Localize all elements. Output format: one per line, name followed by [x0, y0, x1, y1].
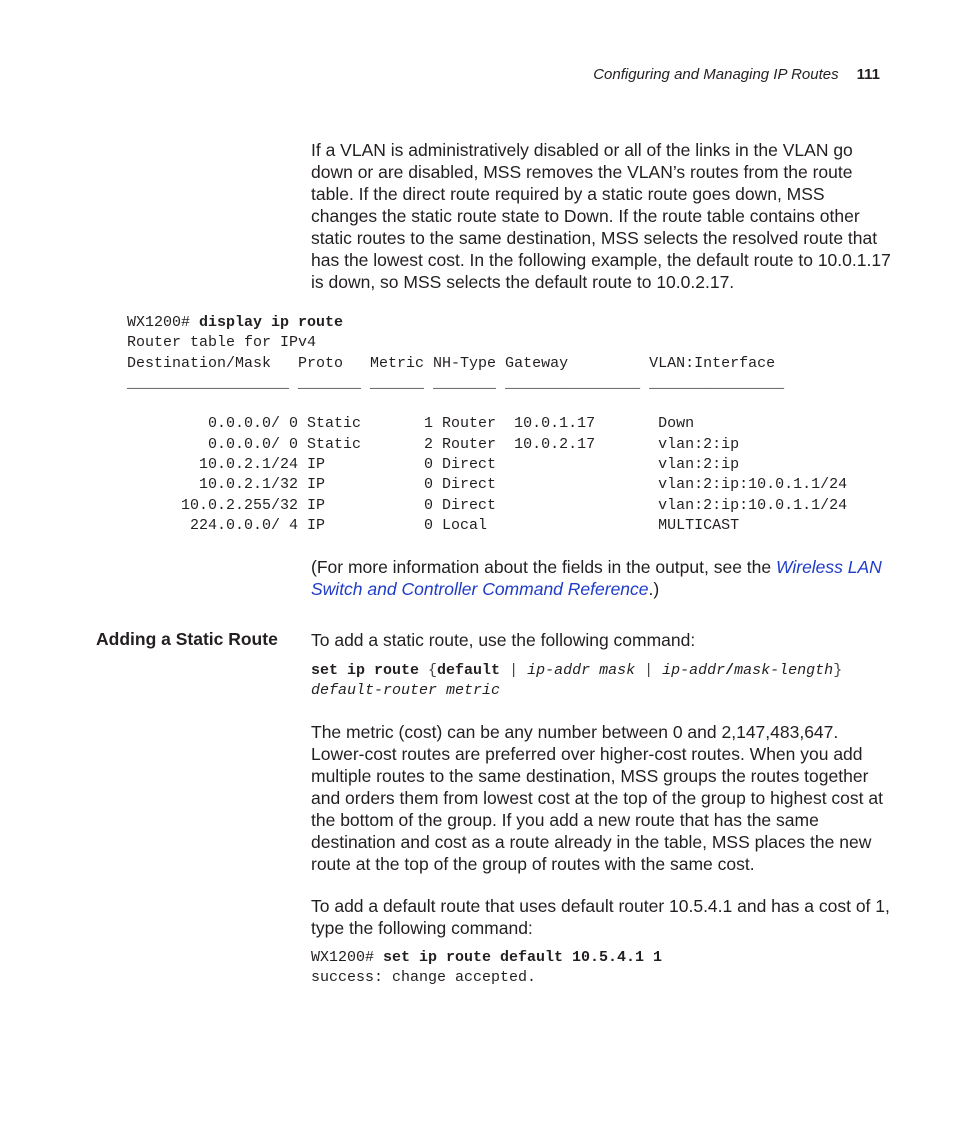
cli-prompt: WX1200# [311, 949, 384, 966]
cli-prompt: WX1200# [127, 314, 200, 331]
syntax-separator: | [500, 662, 528, 679]
command-reference-link[interactable]: Wireless LAN Switch and Controller Command Reference [311, 557, 882, 599]
section-heading: Adding a Static Route [96, 629, 278, 649]
syntax-separator: | [635, 662, 663, 679]
section-intro: To add a static route, use the following command: [311, 630, 696, 650]
syntax-brace-close: } [833, 662, 843, 679]
cli-output: success: change accepted. [311, 969, 537, 987]
more-info-text: (For more information about the fields in the output, see the [311, 557, 776, 577]
syntax-ipaddr: ip-addr [662, 662, 726, 679]
cli-command: set ip route default 10.5.4.1 1 [383, 949, 663, 966]
page-number: 111 [856, 66, 880, 83]
page-header [593, 66, 880, 83]
syntax-slash: / [725, 662, 735, 679]
set-ip-route-example [311, 948, 662, 989]
syntax-ipaddr-mask: ip-addr mask [527, 662, 636, 679]
syntax-brace-open: { [428, 662, 438, 679]
metric-paragraph: The metric (cost) can be any number between 0 and 2,147,483,647. Lower-cost routes are preferred over higher-cost routes. When you add multiple routes to the same destination, MSS groups the routes together and orders them from lowest cost at the top of the group to highest cost at the bottom of the group. If you add a new route that has the same destination and cost as a route already in the table, MSS places the new route at the top of the group of routes with the same cost. [311, 722, 883, 874]
intro-paragraph: If a VLAN is administratively disabled or all of the links in the VLAN go down or are disabled, MSS removes the VLAN’s routes from the route table. If the direct route required by a static route goes down, MSS changes the static route state to Down. If the route table contains other static routes to the same destination, MSS selects the resolved route that has the lowest cost. In the following example, the default route to 10.0.1.17 is down, so MSS selects the default route to 10.0.2.17. [311, 140, 891, 292]
syntax-mask-length: mask-length [734, 662, 834, 679]
syntax-command: set ip route [311, 662, 429, 679]
cli-command: display ip route [199, 314, 344, 331]
route-table-output: Router table for IPv4 Destination/Mask Proto Metric NH-Type Gateway VLAN:Interface __________________ _______ ______ _______ _______________ _______________ 0.0.0.0/ 0 Static 1 Router 10.0.1.17 Down 0.0.0.0/ 0 Static 2 Router 10.0.2.17 vlan:2:ip 10.0.2.1/24 IP 0 Direct vlan:2:ip 10.0.2.1/32 IP 0 Direct vlan:2:ip:10.0.1.1/24 10.0.2.255/32 IP 0 Direct vlan:2:ip:10.0.1.1/24 224.0.0.0/ 4 IP 0 Local MULTICAST [127, 334, 848, 534]
command-syntax [311, 661, 842, 702]
default-route-paragraph: To add a default route that uses default router 10.5.4.1 and has a cost of 1, type the following command: [311, 896, 890, 938]
more-info-paragraph [311, 556, 891, 600]
syntax-default: default [437, 662, 501, 679]
more-info-end: .) [648, 579, 660, 599]
display-ip-route-example [127, 313, 847, 536]
running-header-title: Configuring and Managing IP Routes [593, 66, 839, 83]
syntax-line2: default-router metric [311, 682, 501, 700]
